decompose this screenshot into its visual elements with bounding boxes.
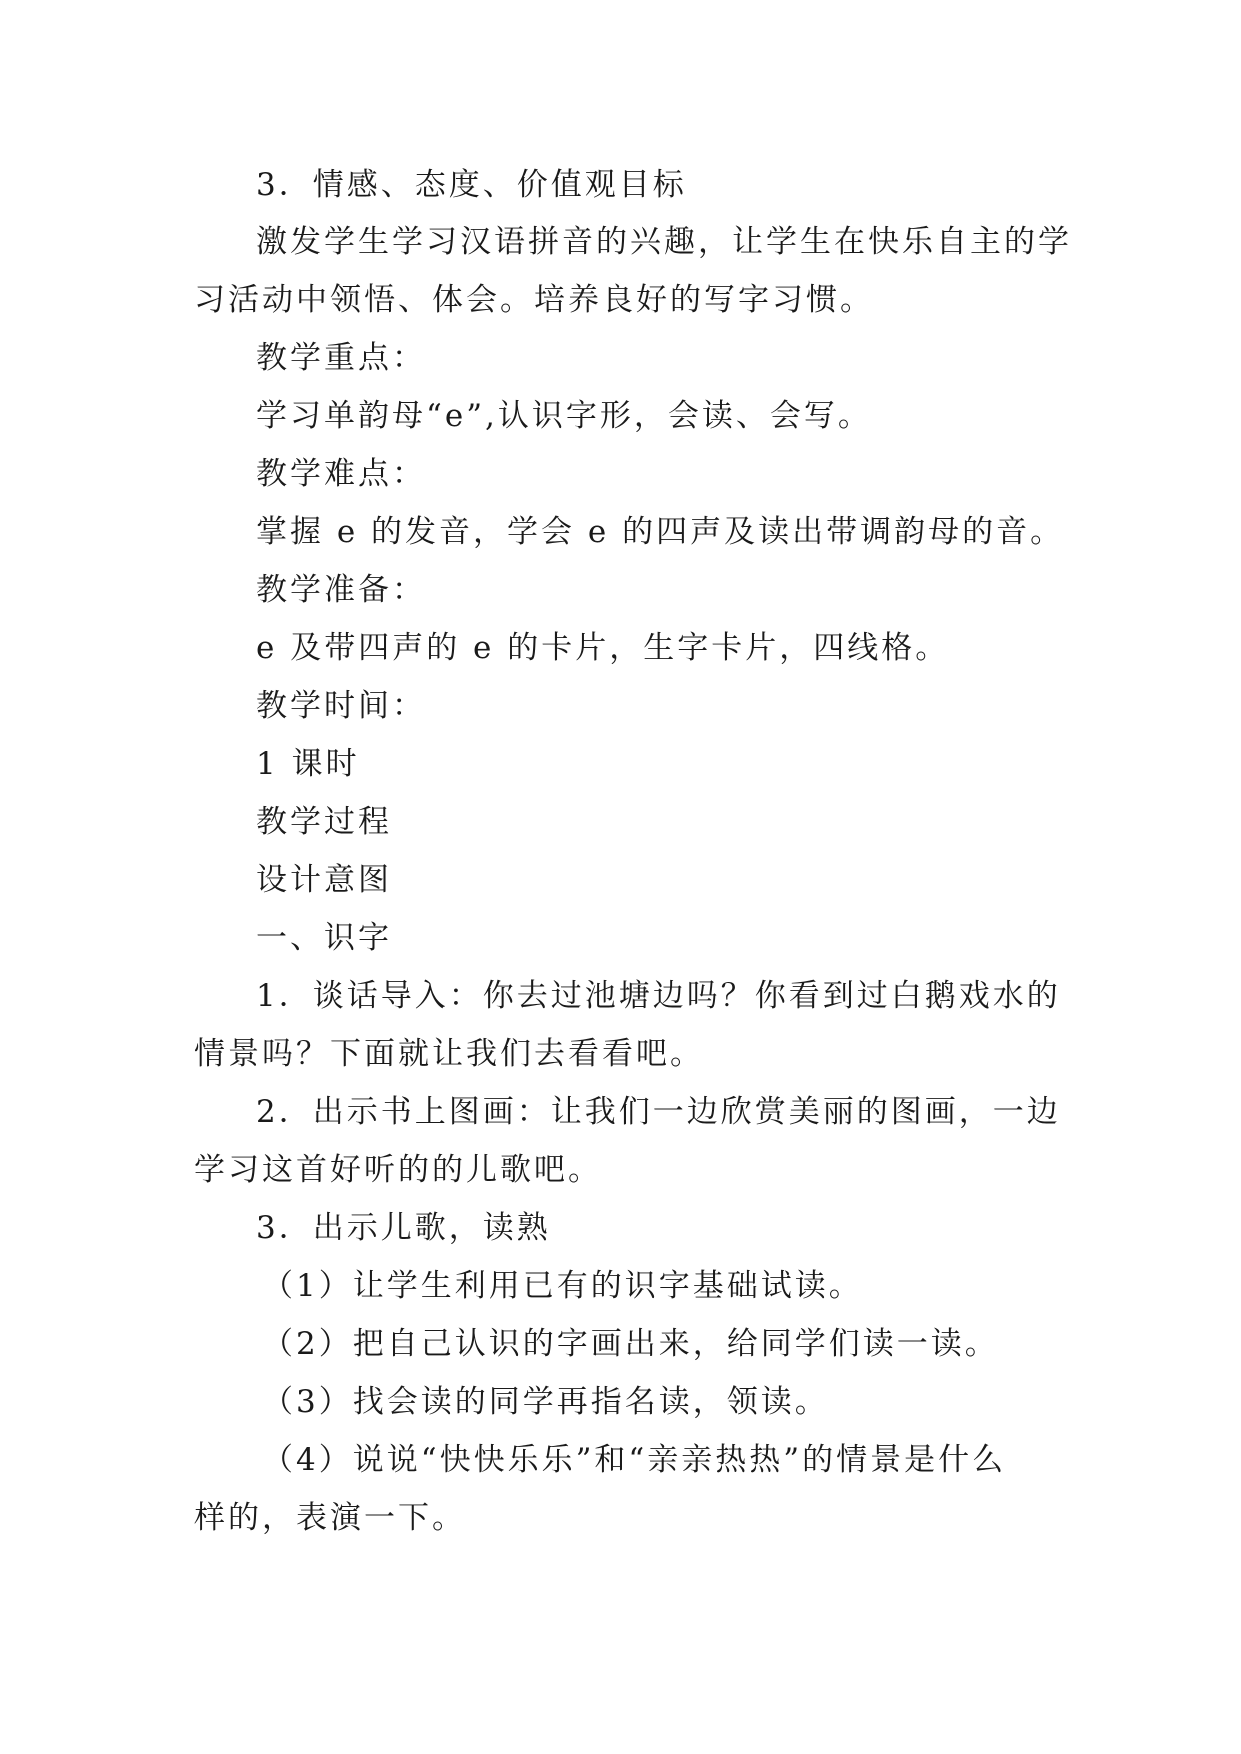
paragraph-line: 激发学生学习汉语拼音的兴趣，让学生在快乐自主的学 — [256, 224, 1072, 260]
heading-teaching-focus: 教学重点： — [256, 340, 426, 376]
paragraph-line: 学习单韵母“e”,认识字形，会读、会写。 — [256, 398, 872, 434]
heading-design-intent: 设计意图 — [256, 862, 392, 898]
heading-teaching-process: 教学过程 — [256, 804, 392, 840]
paragraph-line: 掌握 e 的发音，学会 e 的四声及读出带调韵母的音。 — [256, 514, 1065, 550]
paragraph-line: 习活动中领悟、体会。培养良好的写字习惯。 — [194, 282, 874, 318]
list-item: （4）说说“快快乐乐”和“亲亲热热”的情景是什么 — [262, 1442, 1007, 1478]
paragraph-line: 情景吗？下面就让我们去看看吧。 — [194, 1036, 704, 1072]
paragraph-line: 2．出示书上图画：让我们一边欣赏美丽的图画，一边 — [256, 1094, 1061, 1130]
paragraph-line: 1．谈话导入：你去过池塘边吗？你看到过白鹅戏水的 — [256, 978, 1061, 1014]
section-heading-emotion-goals: 3．情感、态度、价值观目标 — [256, 167, 687, 203]
heading-teaching-difficulty: 教学难点： — [256, 456, 426, 492]
list-item: （2）把自己认识的字画出来，给同学们读一读。 — [262, 1326, 999, 1362]
list-item: （1）让学生利用已有的识字基础试读。 — [262, 1268, 863, 1304]
paragraph-line: e 及带四声的 e 的卡片，生字卡片，四线格。 — [256, 630, 950, 666]
heading-teaching-time: 教学时间： — [256, 688, 426, 724]
paragraph-line: 1 课时 — [256, 746, 360, 782]
heading-literacy: 一、识字 — [256, 920, 392, 956]
paragraph-line: 3．出示儿歌，读熟 — [256, 1210, 551, 1246]
paragraph-line: 样的，表演一下。 — [194, 1500, 466, 1536]
heading-teaching-preparation: 教学准备： — [256, 572, 426, 608]
paragraph-line: 学习这首好听的的儿歌吧。 — [194, 1152, 602, 1188]
list-item: （3）找会读的同学再指名读，领读。 — [262, 1384, 829, 1420]
